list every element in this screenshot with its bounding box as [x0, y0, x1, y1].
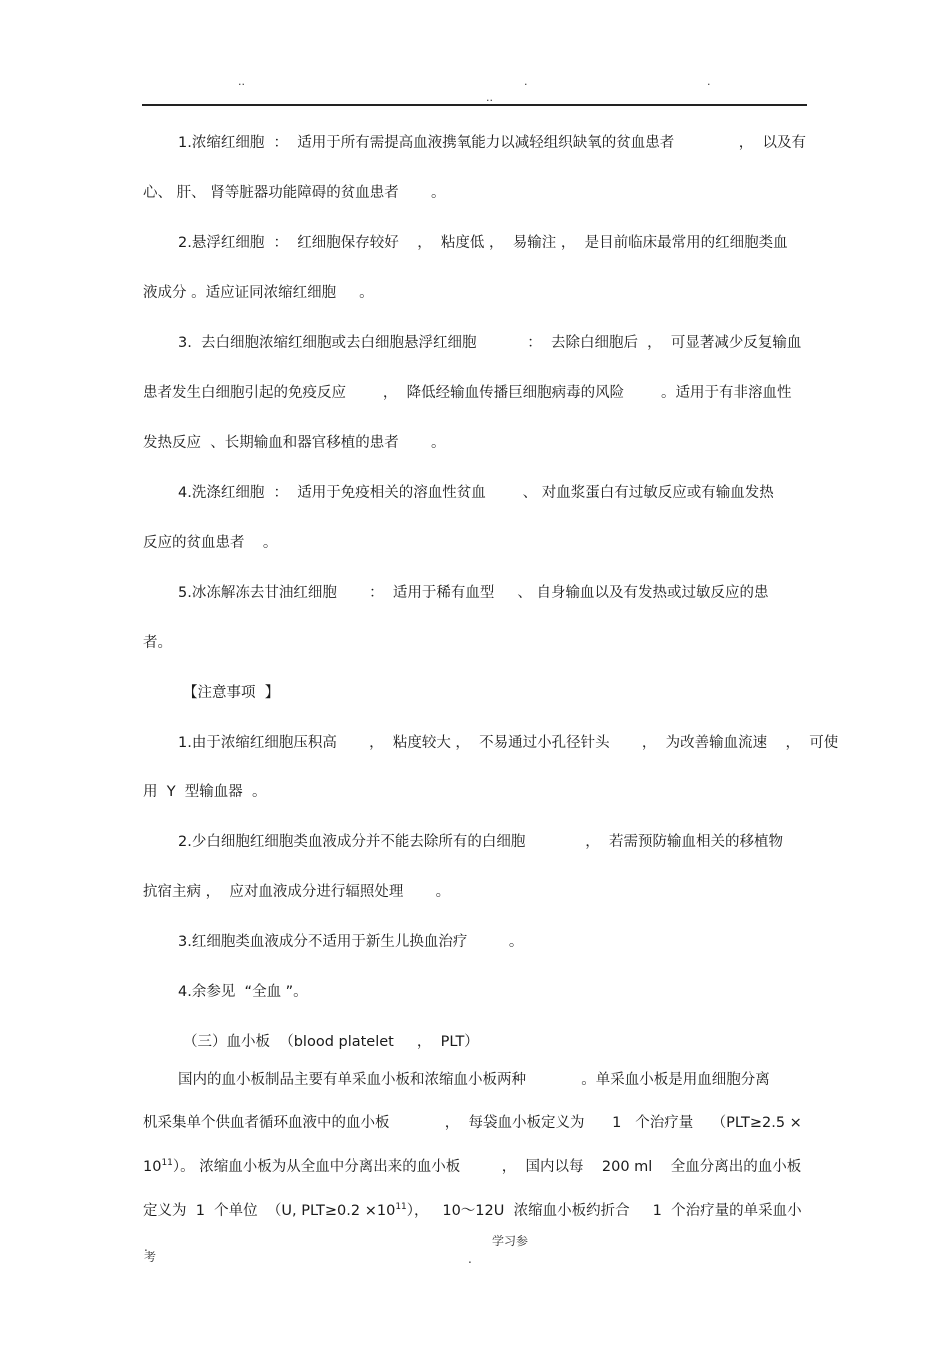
text-segment: ）， 10～12U 浓缩血小板约折合 1 个治疗量的单采血小 [406, 1203, 802, 1219]
text-line: 心、 肝、 肾等脏器功能障碍的贫血患者 。 [143, 185, 446, 201]
text-line: 2.悬浮红细胞 ： 红细胞保存较好 ， 粘度低 ， 易输注 ， 是目前临床最常用的红细胞类血 [178, 235, 788, 251]
text-line: 机采集单个供血者循环血液中的血小板 ， 每袋血小板定义为 1 个治疗量 （PLT≥2.5 × [143, 1115, 802, 1131]
text-line: 患者发生白细胞引起的免疫反应 ， 降低经输血传播巨细胞病毒的风险 。适用于有非溶血性 [143, 385, 792, 401]
text-line [143, 1201, 802, 1221]
text-line [143, 1157, 801, 1177]
exponent: 11 [161, 1158, 173, 1169]
text-line: 1.浓缩红细胞 ： 适用于所有需提高血液携氧能力以减轻组织缺氧的贫血患者 ， 以及有 [178, 135, 807, 151]
header-dots-left: .. [238, 75, 245, 88]
text-line: 发热反应 、长期输血和器官移植的患者 。 [143, 435, 446, 451]
text-line: 反应的贫血患者 。 [143, 535, 278, 551]
text-line: 者。 [143, 635, 172, 651]
footer-center-text: 学习参 [492, 1234, 529, 1248]
text-line: 抗宿主病 ， 应对血液成分进行辐照处理 。 [143, 884, 451, 900]
footer-right-dot: . [468, 1252, 472, 1266]
text-segment: 定义为 1 个单位 （U, PLT≥0.2 ×10 [143, 1203, 396, 1219]
text-line: 2.少白细胞红细胞类血液成分并不能去除所有的白细胞 ， 若需预防输血相关的移植物 [178, 834, 783, 850]
footer-left-text: 考 [144, 1250, 157, 1264]
footer-left-dot: . [144, 1240, 148, 1254]
text-line: 4.洗涤红细胞 ： 适用于免疫相关的溶血性贫血 、 对血浆蛋白有过敏反应或有输血发热 [178, 485, 774, 501]
exponent: 11 [395, 1202, 407, 1213]
header-rule [142, 104, 807, 106]
text-line: 用 Y 型输血器 。 [143, 784, 267, 800]
text-segment: ）。 浓缩血小板为从全血中分离出来的血小板 ， 国内以每 200 ml 全血分离出的血小板 [172, 1159, 802, 1175]
header-dot-center: . [524, 75, 528, 88]
subsection-heading: （三）血小板 （blood platelet ， PLT） [183, 1034, 479, 1050]
text-line: 国内的血小板制品主要有单采血小板和浓缩血小板两种 。单采血小板是用血细胞分离 [178, 1072, 770, 1088]
text-line: 4.余参见 “全血 ”。 [178, 984, 308, 1000]
section-heading: 【注意事项 】 [183, 685, 280, 701]
header-dots-lower: .. [486, 91, 493, 104]
text-line: 3.红细胞类血液成分不适用于新生儿换血治疗 。 [178, 934, 524, 950]
header-dot-right: . [707, 75, 711, 88]
text-line: 5.冰冻解冻去甘油红细胞 ： 适用于稀有血型 、 自身输血以及有发热或过敏反应的患 [178, 585, 769, 601]
text-line: 1.由于浓缩红细胞压积高 ， 粘度较大 ， 不易通过小孔径针头 ， 为改善输血流速 ， 可使 [178, 735, 839, 751]
text-line: 液成分 。适应证同浓缩红细胞 。 [143, 285, 374, 301]
text-line: 3. 去白细胞浓缩红细胞或去白细胞悬浮红细胞 ： 去除白细胞后 ， 可显著减少反复输血 [178, 335, 802, 351]
exponent-base: 10 [143, 1159, 162, 1175]
